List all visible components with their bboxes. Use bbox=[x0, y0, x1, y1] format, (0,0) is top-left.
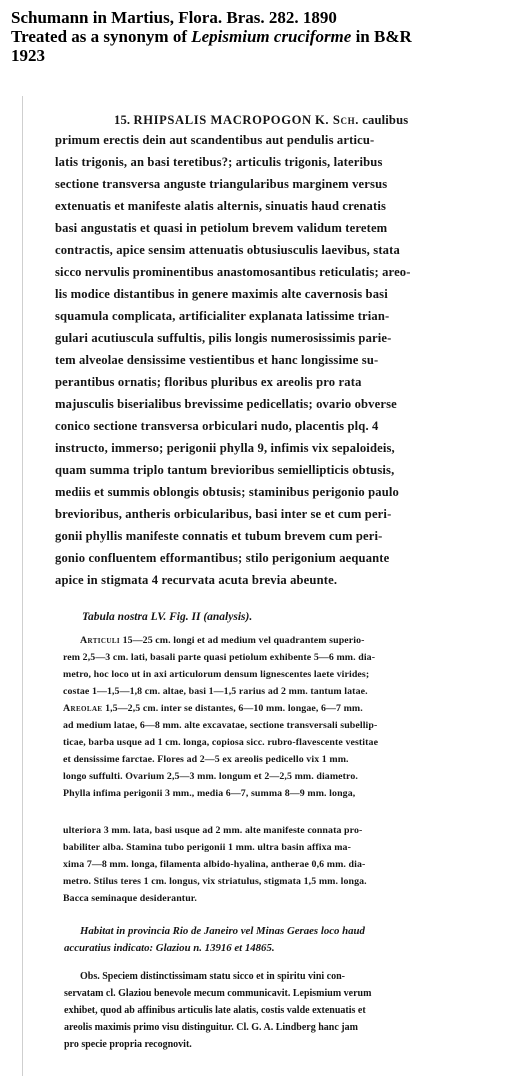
description-line: brevioribus, antheris orbicularibus, basi inter se et cum peri- bbox=[55, 507, 392, 521]
detail-line: costae 1—1,5—1,8 cm. altae, basi 1—1,5 rarius ad 2 mm. tantum latae. bbox=[63, 686, 368, 697]
detail-line: xima 7—8 mm. longa, filamenta albido-hyalina, antherae 0,6 mm. dia- bbox=[63, 859, 366, 870]
description-line: instructo, immerso; perigonii phylla 9, infimis vix sepaloideis, bbox=[55, 441, 395, 455]
detail-line: metro. Stilus teres 1 cm. longus, vix striatulus, stigmata 1,5 mm. longa. bbox=[63, 876, 367, 887]
species-author: K. Sch. bbox=[315, 113, 359, 127]
description-line: latis trigonis, an basi teretibus?; articulis trigonis, lateribus bbox=[55, 155, 383, 169]
note-header bbox=[11, 8, 501, 65]
plate-reference: Tabula nostra LV. Fig. II (analysis). bbox=[82, 611, 253, 623]
description-line: lis modice distantibus in genere maximis alte cavernosis basi bbox=[55, 287, 388, 301]
detail-line: Bacca seminaque desiderantur. bbox=[63, 893, 197, 904]
description-line: mediis et summis oblongis obtusis; staminibus perigonio paulo bbox=[55, 485, 400, 499]
description-line: apice in stigmata 4 recurvata acuta brevia abeunte. bbox=[55, 573, 338, 587]
description-line: basi angustatis et quasi in petiolum brevem validum teretem bbox=[55, 221, 388, 235]
synonym-species: Lepismium cruciforme bbox=[191, 27, 352, 46]
observation-line: pro specie propria recognovit. bbox=[64, 1039, 192, 1050]
year-line: 1923 bbox=[11, 46, 45, 65]
description-line: sicco nervulis prominentibus anastomosantibus reticulatis; areo- bbox=[55, 265, 411, 279]
description-line: squamula complicata, artificialiter explanata latissime trian- bbox=[55, 309, 390, 323]
detail-line: Areolae 1,5—2,5 cm. inter se distantes, 6—10 mm. longae, 6—7 mm. bbox=[63, 703, 363, 714]
detail-line: longo suffulti. Ovarium 2,5—3 mm. longum et 2—2,5 mm. diametro. bbox=[63, 771, 358, 782]
observation-line: areolis maximis primo visu distinguitur. Cl. G. A. Lindberg hanc jam bbox=[64, 1022, 358, 1033]
description-line: perantibus ornatis; floribus pluribus ex areolis pro rata bbox=[55, 375, 362, 389]
observation-line: Obs. Speciem distinctissimam statu sicco et in spiritu vini con- bbox=[80, 971, 346, 982]
description-line: gulari acutiuscula suffultis, pilis longis numerosissimis parie- bbox=[55, 331, 392, 345]
description-line: quam summa triplo tantum brevioribus semiellipticis obtusis, bbox=[55, 463, 395, 477]
observation-line: servatam cl. Glaziou benevole mecum communicavit. Lepismium verum bbox=[64, 988, 372, 999]
description-line: gonii phyllis manifeste connatis et tubum brevem cum peri- bbox=[55, 529, 383, 543]
detail-line: Articuli 15—25 cm. longi et ad medium vel quadrantem superio- bbox=[80, 635, 365, 646]
observation-line: exhibet, quod ab affinibus articulis late alatis, costis valde extenuatis et bbox=[64, 1005, 366, 1016]
description-line: conico sectione transversa orbiculari nudo, placentis plq. 4 bbox=[55, 419, 379, 433]
description-line: gonio confluentem efformantibus; stilo perigonium aequante bbox=[55, 551, 390, 565]
detail-line: metro, hoc loco ut in axi articulorum densum lignescentes laete virides; bbox=[63, 669, 370, 680]
detail-line: ad medium latae, 6—8 mm. alte excavatae, sectione transversali subellip- bbox=[63, 720, 378, 731]
description-line: majusculis biserialibus brevissime pedicellatis; ovario obverse bbox=[55, 397, 397, 411]
description-line: sectione transversa anguste triangularibus marginem versus bbox=[55, 177, 388, 191]
species-heading: 15. RHIPSALIS MACROPOGON K. Sch. caulibus bbox=[114, 113, 409, 127]
citation-line: Schumann in Martius, Flora. Bras. 282. 1890 bbox=[11, 8, 337, 27]
habitat-line: accuratius indicato: Glaziou n. 13916 et 14865. bbox=[64, 942, 275, 954]
description-line: contractis, apice sensim attenuatis obtusiusculis laevibus, stata bbox=[55, 243, 400, 257]
detail-line: ticae, barba usque ad 1 cm. longa, copiosa sicc. rubro-flavescente vestitae bbox=[63, 737, 379, 748]
detail-line: rem 2,5—3 cm. lati, basali parte quasi petiolum exhibente 5—6 mm. dia- bbox=[63, 652, 376, 663]
description-line: extenuatis et manifeste alatis alternis, sinuatis haud crenatis bbox=[55, 199, 387, 213]
detail-line: et densissime farctae. Flores ad 2—5 ex areolis pedicello vix 1 mm. bbox=[63, 754, 349, 765]
habitat-line: Habitat in provincia Rio de Janeiro vel Minas Geraes loco haud bbox=[80, 925, 365, 937]
detail-line: Phylla infima perigonii 3 mm., media 6—7, summa 8—9 mm. longa, bbox=[63, 788, 356, 799]
detail-line: ulteriora 3 mm. lata, basi usque ad 2 mm. alte manifeste connata pro- bbox=[63, 825, 363, 836]
detail-line: babiliter alba. Stamina tubo perigonii 1 mm. ultra basin affixa ma- bbox=[63, 842, 351, 853]
description-line: tem alveolae densissime vestientibus et hanc longissime su- bbox=[55, 353, 379, 367]
synonym-line: Treated as a synonym of Lepismium cruciforme in B&R bbox=[11, 27, 412, 46]
species-name: RHIPSALIS MACROPOGON bbox=[133, 113, 312, 127]
description-line: primum erectis dein aut scandentibus aut pendulis articu- bbox=[55, 133, 375, 147]
